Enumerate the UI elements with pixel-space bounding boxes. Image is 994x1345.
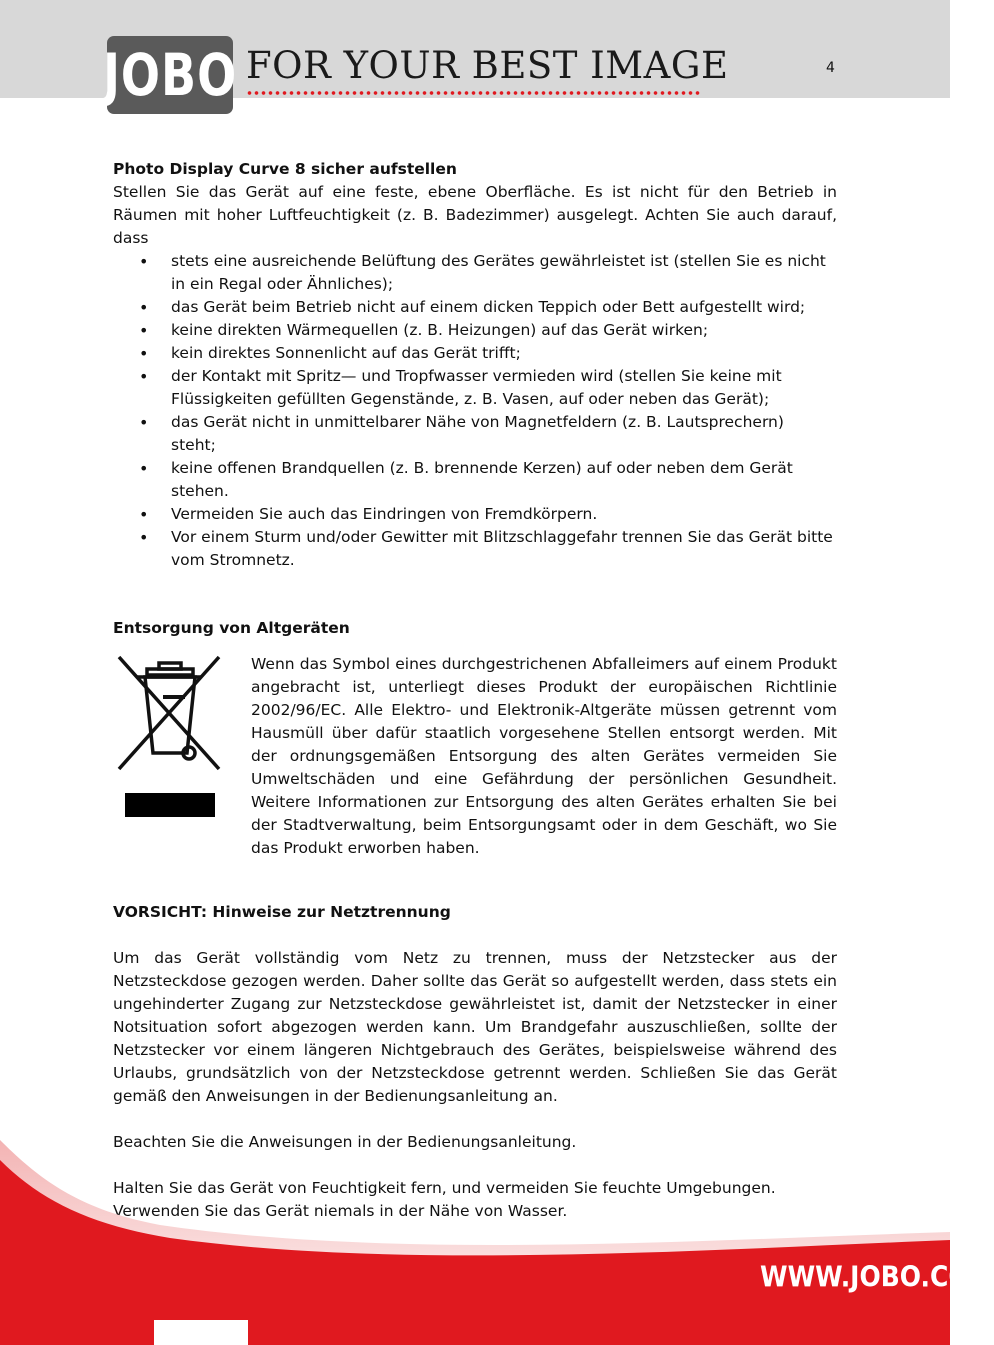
page-number: 4 (826, 60, 835, 76)
disposal-block (113, 653, 837, 860)
document-body (113, 158, 837, 1223)
list-item: • Vor einem Sturm und/oder Gewitter mit Blitzschlaggefahr trennen Sie das Gerät bitte vom Stromnetz. (113, 526, 837, 572)
disposal-text: Wenn das Symbol eines durchgestrichenen Abfalleimers auf einem Produkt angebracht ist, unterliegt dieses Produkt der europäischen Richtlinie 2002/96/EC. Alle Elektro- und Elektronik-Altgeräte müssen getrennt vom Hausmüll über dafür staatlich vorgesehene Stellen entsorgt werden. Mit der ordnungsgemäßen Entsorgung des alten Gerätes vermeiden Sie Umweltschäden und eine Gefährdung der persönlichen Gesundheit. Weitere Informationen zur Entsorgung des alten Gerätes erhalten Sie bei der Stadtverwaltung, beim Entsorgungsamt oder in dem Geschäft, wo Sie das Produkt erworben haben. (251, 655, 837, 857)
list-item: • stets eine ausreichende Belüftung des Gerätes gewährleistet ist (stellen Sie es nicht in ein Regal oder Ähnliches); (113, 250, 837, 296)
setup-intro: Stellen Sie das Gerät auf eine feste, ebene Oberfläche. Es ist nicht für den Betrieb in Räumen mit hoher Luftfeuchtigkeit (z. B. Badezimmer) ausgelegt. Achten Sie auch darauf, dass (113, 183, 837, 247)
logo-text: JOBO (102, 41, 238, 109)
list-item: • keine offenen Brandquellen (z. B. brennende Kerzen) auf oder neben dem Gerät stehen. (113, 457, 837, 503)
footer-white-box (154, 1320, 248, 1345)
crossed-out-wheelie-bin-icon (113, 653, 251, 853)
section-title-disposal: Entsorgung von Altgeräten (113, 619, 350, 637)
footer-url[interactable]: WWW.JOBO.COM (760, 1259, 994, 1294)
jobo-logo (102, 36, 238, 114)
list-item: • kein direktes Sonnenlicht auf das Gerät trifft; (113, 342, 837, 365)
footer-swoosh (0, 1140, 950, 1345)
tagline-dotted-underline (246, 90, 702, 96)
caution-paragraph: Halten Sie das Gerät von Feuchtigkeit fern, und vermeiden Sie feuchte Umgebungen. Verwenden Sie das Gerät niemals in der Nähe von Wasser. (113, 1179, 776, 1220)
list-item: • der Kontakt mit Spritz— und Tropfwasser vermieden wird (stellen Sie keine mit Flüssigkeiten gefüllten Gegenstände, z. B. Vasen, auf oder neben das Gerät); (113, 365, 837, 411)
list-item: • keine direkten Wärmequellen (z. B. Heizungen) auf das Gerät wirken; (113, 319, 837, 342)
list-item: • das Gerät nicht in unmittelbarer Nähe von Magnetfeldern (z. B. Lautsprechern) steht; (113, 411, 837, 457)
caution-paragraph: Beachten Sie die Anweisungen in der Bedienungsanleitung. (113, 1133, 577, 1151)
section-title-caution: VORSICHT: Hinweise zur Netztrennung (113, 903, 451, 921)
list-item: • das Gerät beim Betrieb nicht auf einem dicken Teppich oder Bett aufgestellt wird; (113, 296, 837, 319)
section-title-setup: Photo Display Curve 8 sicher aufstellen (113, 160, 457, 178)
caution-paragraph: Um das Gerät vollständig vom Netz zu trennen, muss der Netzstecker aus der Netzsteckdose gezogen werden. Daher sollte das Gerät so aufgestellt werden, dass stets ein ungehinderter Zugang zur Netzsteckdose gewährleistet ist, damit der Netzstecker in einer Notsituation sofort abgezogen werden kann. Um Brandgefahr auszuschließen, sollte der Netzstecker vor einem längeren Nichtgebrauch des Gerätes, beispielsweise während des Urlaubs, grundsätzlich von der Netzsteckdose getrennt werden. Schließen Sie das Gerät gemäß den Anweisungen in der Bedienungsanleitung an. (113, 949, 837, 1105)
tagline: FOR YOUR BEST IMAGE (246, 44, 729, 87)
list-item: • Vermeiden Sie auch das Eindringen von Fremdkörpern. (113, 503, 837, 526)
setup-bullet-list (113, 250, 837, 572)
